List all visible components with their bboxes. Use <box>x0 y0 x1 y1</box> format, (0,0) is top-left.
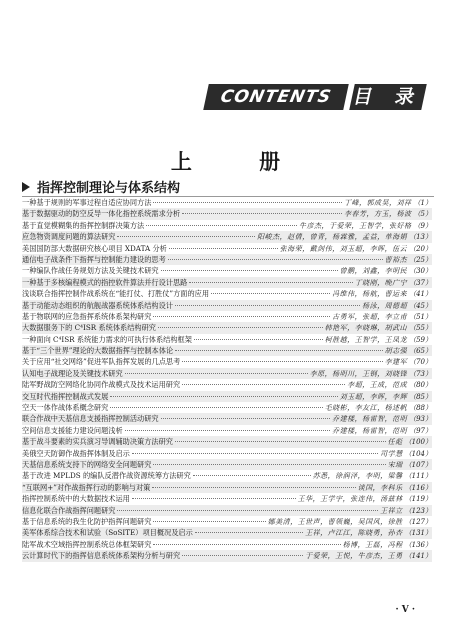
entry-page: （20） <box>409 244 432 253</box>
entry-authors: 任彪 <box>387 438 403 447</box>
entry-page: （80） <box>409 381 432 390</box>
entry-title: 陆军战术空域指挥控制系统总体框架研究 <box>22 539 152 549</box>
toc-entry[interactable] <box>22 356 432 367</box>
entry-page: （59） <box>409 335 432 344</box>
entry-title: 认知电子战理论及关键技术研究 <box>22 368 123 378</box>
leader-dots <box>153 316 330 317</box>
entry-page: （55） <box>409 324 432 333</box>
entry-page: （111） <box>404 472 432 481</box>
leader-dots <box>168 259 383 260</box>
triangle-bullet-icon <box>22 182 30 192</box>
entry-authors: 毛晓彬，李友江，杨述帆 <box>324 404 408 413</box>
toc-entry[interactable] <box>22 220 432 231</box>
toc-entry[interactable] <box>22 311 432 322</box>
entry-authors: 柯胜越，王智学，王凤龙 <box>324 335 408 344</box>
toc-entry[interactable] <box>22 550 432 561</box>
toc-entry[interactable] <box>22 413 432 424</box>
leader-dots <box>175 441 386 442</box>
leader-dots <box>132 498 296 499</box>
toc-entry[interactable] <box>22 334 432 345</box>
leader-dots <box>175 350 382 351</box>
leader-dots <box>110 396 337 397</box>
leader-dots <box>125 430 330 431</box>
leader-dots <box>146 225 297 226</box>
entry-page: （37） <box>409 278 432 287</box>
toc-entry[interactable] <box>22 300 432 311</box>
entry-title: 一种基于多核编程模式的指控软件算法并行设计思路 <box>22 277 188 287</box>
entry-authors: 苏悉，徐润泽，李明，梁馨 <box>312 472 403 481</box>
leader-dots <box>161 418 331 419</box>
entry-authors: 张海荣，戴剑伟，刘玉超，李晖，伍云 <box>279 244 408 253</box>
entry-authors: 李超，王成，范成 <box>347 381 408 390</box>
leader-dots <box>193 475 311 476</box>
toc-entry[interactable] <box>22 470 432 481</box>
entry-page: （88） <box>409 404 432 413</box>
entry-title: 信息化联合作战指挥问题研究 <box>22 505 116 515</box>
section-heading <box>22 177 180 196</box>
entry-page: （127） <box>404 517 432 526</box>
entry-authors: 司学慧 <box>380 449 403 458</box>
entry-authors: 王祥立 <box>380 506 403 515</box>
toc-entry[interactable] <box>22 322 432 333</box>
leader-dots <box>117 236 255 237</box>
toc-entry[interactable] <box>22 527 432 538</box>
toc-entry[interactable] <box>22 231 432 242</box>
leader-dots <box>182 361 382 362</box>
toc-entry[interactable] <box>22 254 432 265</box>
toc-list <box>22 197 432 562</box>
leader-dots <box>182 213 342 214</box>
entry-authors: 丁晓刚，晚广宁 <box>354 278 408 287</box>
entry-title: 美国国防部大数据研究核心项目 XDATA 分析 <box>22 243 167 253</box>
toc-entry[interactable] <box>22 493 432 504</box>
toc-entry[interactable] <box>22 482 432 493</box>
contents-label: CONTENTS <box>203 84 349 110</box>
entry-page: （136） <box>404 540 432 549</box>
entry-title: 基于“三个世界”理论的大数据指挥与控制本体论 <box>22 346 174 356</box>
entry-authors: 乔建楼，杨雷智，范明 <box>332 426 408 435</box>
entry-title: 云计算时代下的指挥信息系统体系架构分析与研究 <box>22 551 181 561</box>
volume-title: 上 册 <box>170 149 311 174</box>
toc-entry[interactable] <box>22 265 432 276</box>
toc-entry[interactable] <box>22 539 432 550</box>
entry-authors: 韩艳军，李晓琳，胡武山 <box>324 324 408 333</box>
entry-page: （45） <box>409 301 432 310</box>
toc-entry[interactable] <box>22 516 432 527</box>
leader-dots <box>189 282 352 283</box>
entry-title: 通信电子战条件下指挥与控制能力建设的思考 <box>22 254 166 264</box>
entry-authors: 杨博，王磊，冯程 <box>342 540 403 549</box>
leader-dots <box>153 544 340 545</box>
entry-authors: 谈国，李科乐 <box>357 483 403 492</box>
entry-title: 应急物资调度问题的算法研究 <box>22 232 116 242</box>
entry-title: 指挥控制系统中的大数据技术运用 <box>22 494 130 504</box>
leader-dots <box>211 293 330 294</box>
leader-dots <box>182 555 303 556</box>
leader-dots <box>153 521 265 522</box>
leader-dots <box>125 373 308 374</box>
toc-entry[interactable] <box>22 402 432 413</box>
entry-authors: 娜美清，王世声，曹领巍，吴国风，徐胜 <box>267 517 403 526</box>
leader-dots <box>132 453 378 454</box>
entry-page: （104） <box>404 449 432 458</box>
entry-page: （9） <box>413 221 432 230</box>
entry-authors: 冯维伟，杨航，曹运来 <box>332 290 408 299</box>
entry-authors: 杨泳，周德超 <box>362 301 408 310</box>
entry-title: 基于物联网的应急指挥系统体系架构研究 <box>22 311 152 321</box>
section-title: 指挥控制理论与体系结构 <box>37 181 181 196</box>
leader-dots <box>152 487 355 488</box>
toc-entry[interactable] <box>22 436 432 447</box>
leader-dots <box>194 339 323 340</box>
leader-dots <box>169 248 278 249</box>
entry-page: （116） <box>404 483 432 492</box>
entry-page: （123） <box>404 506 432 515</box>
toc-entry[interactable] <box>22 379 432 390</box>
entry-authors: 王华，王学宇，张连伟，汤兹林 <box>297 495 403 504</box>
leader-dots <box>158 327 323 328</box>
entry-authors: 李建军 <box>384 358 408 367</box>
toc-entry[interactable] <box>22 197 432 208</box>
entry-title: 关于应用“社交网络”促进军队指挥发展的几点思考 <box>22 357 181 367</box>
toc-entry[interactable] <box>22 425 432 436</box>
entry-page: （119） <box>404 495 432 504</box>
entry-title: 基于动能动态组织的航舰战器系统体系结构设计 <box>22 300 173 310</box>
toc-entry[interactable] <box>22 208 432 219</box>
entry-authors: 刘玉超，李晖，李辉 <box>339 392 408 401</box>
entry-authors: 阳峻杰，赵倩，曾青，杨霖雅，孟益，单海娟 <box>257 233 408 242</box>
entry-title: “互联网+”对作战指挥行动的影响与对策 <box>22 482 151 492</box>
toc-entry[interactable] <box>22 288 432 299</box>
entry-authors: 李原，杨明川，王钢，刘晓锋 <box>309 369 408 378</box>
entry-page: （51） <box>409 312 432 321</box>
entry-page: （70） <box>409 358 432 367</box>
entry-authors: 丁峰，郭成昊，刘祥 <box>344 199 412 207</box>
entry-page: （30） <box>409 267 432 276</box>
entry-page: （107） <box>404 460 432 469</box>
entry-title: 基于信息系统的我生化防护指挥问题研究 <box>22 516 152 526</box>
entry-title: 基于战斗要素的实兵演习导调辅助决策方法研究 <box>22 437 173 447</box>
entry-page: （41） <box>409 290 432 299</box>
entry-page: （5） <box>413 210 432 219</box>
leader-dots <box>117 510 378 511</box>
leader-dots <box>153 464 385 465</box>
entry-page: （141） <box>404 552 432 561</box>
toc-entry[interactable] <box>22 459 432 470</box>
entry-authors: 胡志强 <box>384 347 408 356</box>
leader-dots <box>110 407 322 408</box>
entry-page: （97） <box>409 426 432 435</box>
entry-authors: 李春芳，方玉，杨波 <box>344 210 412 219</box>
entry-title: 一种编队作战任务规划方法及关键技术研究 <box>22 266 159 276</box>
entry-page: （25） <box>409 255 432 264</box>
toc-entry[interactable] <box>22 505 432 516</box>
toc-entry[interactable] <box>22 277 432 288</box>
entry-authors: 古勇军，张超，李立甫 <box>332 312 408 321</box>
entry-authors: 宋瑞 <box>387 460 403 469</box>
entry-page: （85） <box>409 392 432 401</box>
toc-entry[interactable] <box>22 448 432 459</box>
entry-title: 陆军野战防空网络化协同作战模式及技术运用研究 <box>22 380 181 390</box>
entry-title: 一种面向 C⁴ISR 系统能力需求的可执行体系结构框架 <box>22 334 192 344</box>
entry-authors: 于爱荣，王悦，牛彦杰，王勇 <box>305 552 403 561</box>
toc-entry[interactable] <box>22 243 432 254</box>
toc-entry[interactable] <box>22 391 432 402</box>
entry-authors: 王祥，卢江江，陈晓勇，孙杏 <box>305 529 403 538</box>
entry-authors: 乔建楼，杨雷智，范明 <box>332 415 408 424</box>
entry-page: （13） <box>409 233 432 242</box>
entry-page: （65） <box>409 347 432 356</box>
entry-title: 浅谈联合指挥控制作战系统在“能打仗、打胜仗”方面的应用 <box>22 289 210 299</box>
entry-page: （131） <box>404 529 432 538</box>
page-number: · V · <box>395 605 415 615</box>
entry-title: 基于直觉模糊集的指挥控制群决策方法 <box>22 220 145 230</box>
entry-page: （100） <box>404 438 432 447</box>
entry-authors: 曾鹏，刘鑫，李明民 <box>339 267 408 276</box>
entry-page: （73） <box>409 369 432 378</box>
entry-title: 大数据服务下的 C⁴ISR 系统体系结构研究 <box>22 323 156 333</box>
entry-title: 天基信息系统支持下的网络安全问题研究 <box>22 459 152 469</box>
toc-entry[interactable] <box>22 345 432 356</box>
entry-title: 美军体系综合技术和试验（SoSITE）项目概况及启示 <box>22 528 193 538</box>
leader-dots <box>182 384 345 385</box>
entry-title: 空间信息支援能力建设问题浅析 <box>22 425 123 435</box>
leader-dots <box>175 305 360 306</box>
entry-title: 基于数据驱动的防空反导一体化指控系统需求分析 <box>22 209 181 219</box>
mulu-label: 目 录 <box>349 84 427 110</box>
leader-dots <box>161 270 338 271</box>
entry-title: 基于改进 MPLDS 的编队反潜作战资源统筹方法研究 <box>22 471 191 481</box>
entry-title: 交互时代指挥控制战式发展 <box>22 391 109 401</box>
entry-authors: 曹裕杰 <box>384 255 408 264</box>
toc-entry[interactable] <box>22 368 432 379</box>
entry-title: 空天一体作战体系概念研究 <box>22 403 109 413</box>
entry-page: （93） <box>409 415 432 424</box>
entry-authors: 牛彦杰，于爱荣，王智学，张好格 <box>299 221 412 230</box>
entry-page: （1） <box>413 199 432 207</box>
entry-title: 一种基于规则的军事过程自适应协同方法 <box>22 198 152 207</box>
leader-dots <box>153 202 342 203</box>
entry-title: 美俄空天防御作战指挥体制及启示 <box>22 448 130 458</box>
entry-title: 联合作战中天基信息支援指挥控制活动研究 <box>22 414 159 424</box>
leader-dots <box>195 532 303 533</box>
contents-banner <box>206 84 426 110</box>
